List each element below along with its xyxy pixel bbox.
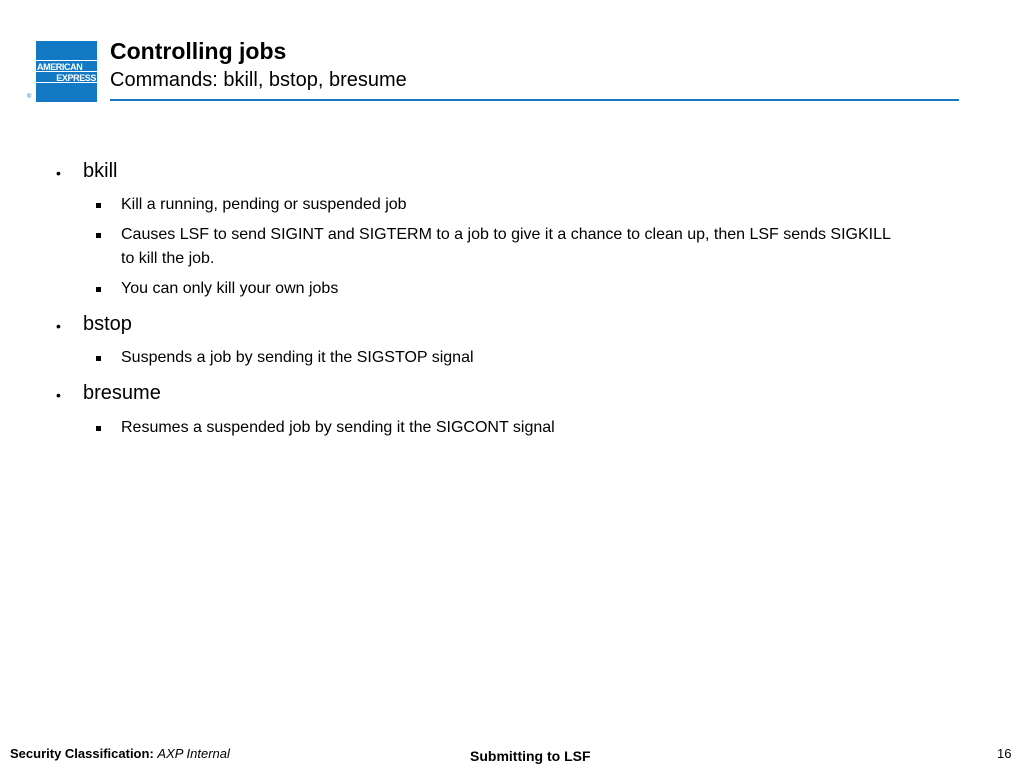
security-classification [10, 746, 230, 761]
american-express-logo [36, 41, 97, 102]
slide-subtitle: Commands: bkill, bstop, bresume [110, 69, 407, 91]
logo-line-2: EXPRESS [36, 71, 97, 83]
list-item: Resumes a suspended job by sending it the SIGCONT signal [121, 419, 555, 436]
list-item: Kill a running, pending or suspended job [121, 196, 407, 213]
section-heading: bresume [83, 382, 161, 404]
page-number: 16 [997, 746, 1012, 761]
list-item: You can only kill your own jobs [121, 280, 339, 297]
square-bullet-icon [96, 426, 101, 431]
bullet-icon: • [56, 318, 61, 334]
classification-label: Security Classification: [10, 746, 154, 761]
list-item: Causes LSF to send SIGINT and SIGTERM to a job to give it a chance to clean up, then LSF sends SIGKILL to kill the job. [121, 226, 891, 267]
square-bullet-icon [96, 203, 101, 208]
footer-title: Submitting to LSF [470, 748, 591, 764]
section-heading: bstop [83, 313, 132, 335]
classification-value: AXP Internal [157, 746, 230, 761]
header-divider [110, 99, 959, 101]
square-bullet-icon [96, 233, 101, 238]
square-bullet-icon [96, 287, 101, 292]
bullet-icon: • [56, 165, 61, 181]
square-bullet-icon [96, 356, 101, 361]
list-item: Suspends a job by sending it the SIGSTOP signal [121, 349, 474, 366]
registered-mark: ® [27, 94, 32, 100]
slide-title: Controlling jobs [110, 38, 287, 64]
logo-line-1: AMERICAN [36, 60, 97, 72]
section-heading: bkill [83, 160, 118, 182]
bullet-icon: • [56, 387, 61, 403]
